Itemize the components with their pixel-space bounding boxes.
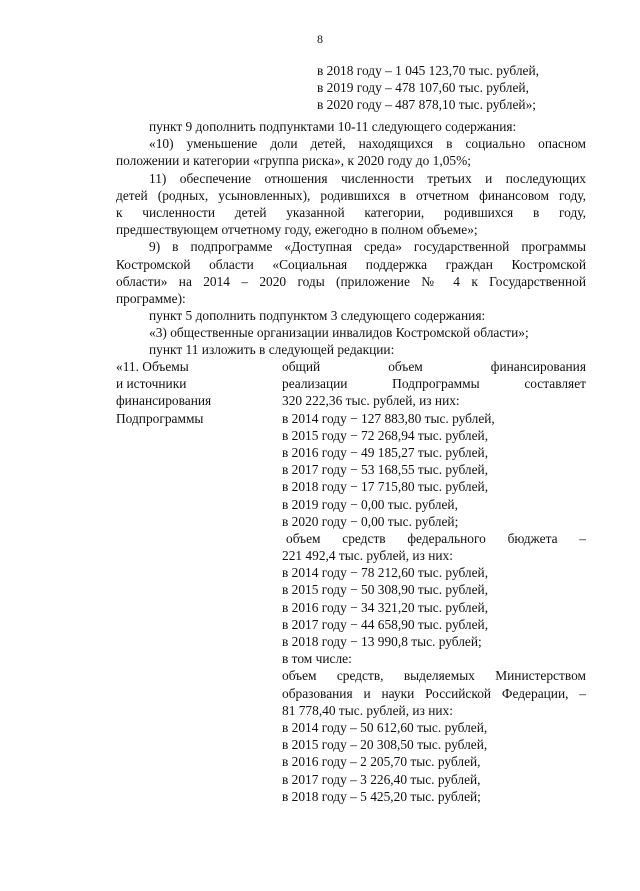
table-value-line: в 2017 году – 3 226,40 тыс. рублей, <box>282 771 481 787</box>
table-value-line: 81 778,40 тыс. рублей, из них: <box>282 702 453 718</box>
paragraph-line: к численности детей указанной категории, родившихся в году, <box>116 204 586 220</box>
table-value-line: общий объем финансирования <box>282 359 586 374</box>
table-value-line: в 2015 году − 50 308,90 тыс. рублей, <box>282 582 489 598</box>
body-text <box>116 118 586 359</box>
table-value-line: в 2018 году − 17 715,80 тыс. рублей, <box>282 479 489 495</box>
table-value-line: объем средств федерального бюджета – <box>286 530 586 546</box>
table-value-line: в 2016 году – 2 205,70 тыс. рублей, <box>282 754 481 770</box>
table-value-line: в 2020 году − 0,00 тыс. рублей; <box>282 513 459 529</box>
paragraph-line: программе): <box>116 290 186 306</box>
paragraph-line: «3) общественные организации инвалидов Костромской области»; <box>149 325 529 341</box>
paragraph-line: пункт 5 дополнить подпунктом 3 следующего содержания: <box>149 308 486 324</box>
table-value-line: объем средств, выделяемых Министерством <box>282 668 586 684</box>
table-label-line: финансирования <box>116 393 212 409</box>
table-label-line: «11. Объемы <box>116 359 189 374</box>
amount-line: в 2020 году – 487 878,10 тыс. рублей»; <box>317 97 536 113</box>
paragraph-line: «10) уменьшение доли детей, находящихся в социально опасном <box>149 136 586 152</box>
table-value-line: в 2018 году − 13 990,8 тыс. рублей; <box>282 634 482 649</box>
paragraph-line: пункт 11 изложить в следующей редакции: <box>149 342 395 358</box>
table-value-column <box>282 358 586 805</box>
table-value-line: в 2018 году – 5 425,20 тыс. рублей; <box>282 788 481 804</box>
table-label-column <box>116 358 266 427</box>
table-label-line: и источники <box>116 376 187 392</box>
paragraph-line: Костромской области «Социальная поддержка граждан Костромской <box>116 256 586 272</box>
table-value-line: в 2017 году − 44 658,90 тыс. рублей, <box>282 616 489 632</box>
table-value-line: в 2019 году − 0,00 тыс. рублей, <box>282 496 458 512</box>
paragraph-line: положении и категории «группа риска», к 2020 году до 1,05%; <box>116 153 471 169</box>
table-value-line: в 2014 году − 78 212,60 тыс. рублей, <box>282 565 489 581</box>
page-number: 8 <box>317 32 323 46</box>
paragraph-line: 9) в подпрограмме «Доступная среда» государственной программы <box>149 239 586 255</box>
table-value-line: 221 492,4 тыс. рублей, из них: <box>282 548 453 564</box>
table-value-line: 320 222,36 тыс. рублей, из них: <box>282 393 460 409</box>
paragraph-line: области» на 2014 – 2020 годы (приложение № 4 к Государственной <box>116 273 586 289</box>
table-value-line: в 2014 году − 127 883,80 тыс. рублей, <box>282 410 495 426</box>
table-value-line: в том числе: <box>282 651 352 667</box>
table-value-line: в 2016 году − 49 185,27 тыс. рублей, <box>282 444 489 460</box>
amount-line: в 2019 году – 478 107,60 тыс. рублей, <box>317 80 529 96</box>
table-value-line: в 2015 году – 20 308,50 тыс. рублей, <box>282 737 488 753</box>
paragraph-line: предшествующем отчетному году, ежегодно в полном объеме»; <box>116 222 478 238</box>
table-value-line: в 2014 году – 50 612,60 тыс. рублей, <box>282 719 488 735</box>
amount-line: в 2018 году – 1 045 123,70 тыс. рублей, <box>317 63 539 78</box>
table-value-line: в 2015 году − 72 268,94 тыс. рублей, <box>282 427 489 443</box>
table-value-line: реализации Подпрограммы составляет <box>282 376 586 392</box>
table-value-line: в 2016 году − 34 321,20 тыс. рублей, <box>282 599 489 615</box>
paragraph-line: пункт 9 дополнить подпунктами 10-11 следующего содержания: <box>149 119 517 134</box>
table-value-line: в 2017 году − 53 168,55 тыс. рублей, <box>282 462 489 478</box>
continued-amounts <box>317 62 539 114</box>
paragraph-line: 11) обеспечение отношения численности третьих и последующих <box>149 170 586 186</box>
table-value-line: образования и науки Российской Федерации, – <box>282 685 586 701</box>
paragraph-line: детей (родных, усыновленных), родившихся в отчетном финансовом году, <box>116 187 586 203</box>
table-label-line: Подпрограммы <box>116 410 204 426</box>
